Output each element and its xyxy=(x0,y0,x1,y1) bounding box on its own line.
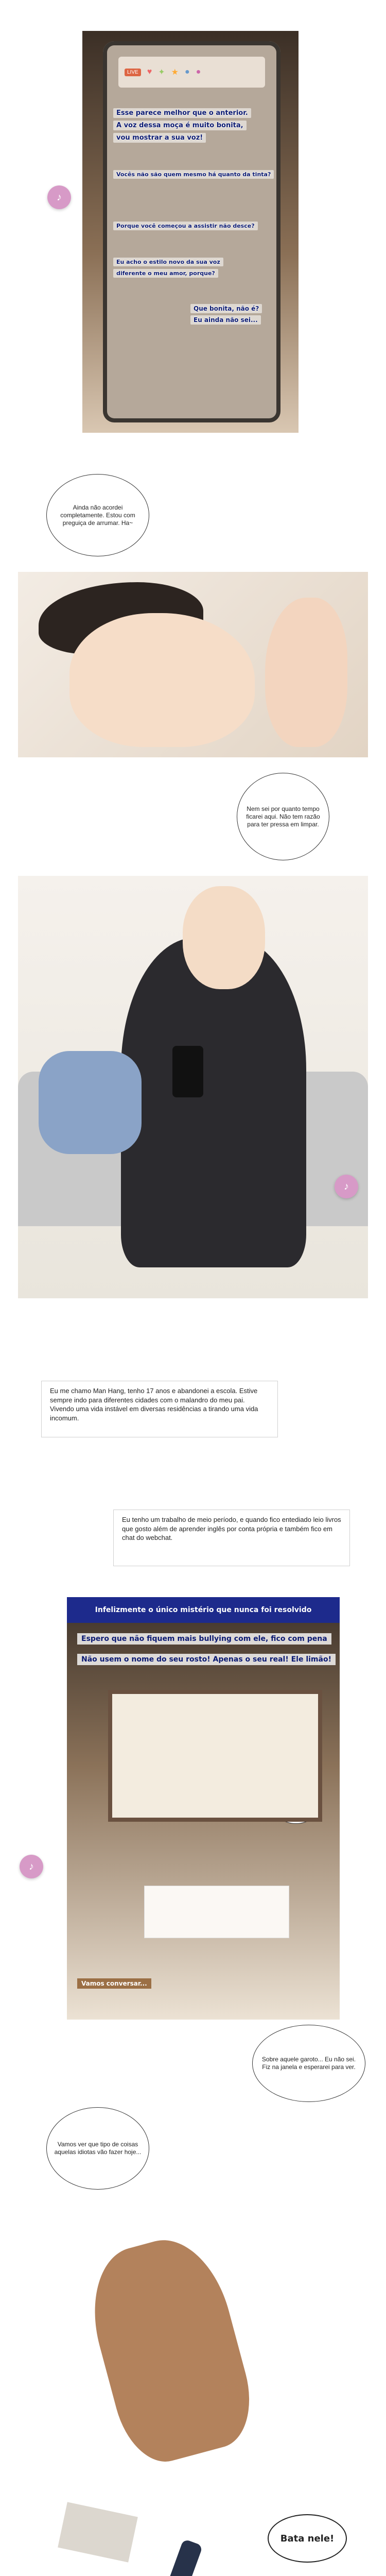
stream-title: Infelizmente o único mistério que nunca foi resolvido xyxy=(95,1606,312,1614)
panel-phone-screen xyxy=(82,31,299,433)
heart-icon[interactable]: ♥ xyxy=(147,67,152,76)
chat-line-6: Eu acho o estilo novo da sua voz xyxy=(113,258,223,266)
phone-device xyxy=(103,41,280,422)
panel-face-closeup xyxy=(18,572,368,757)
chat-icon[interactable]: ● xyxy=(184,67,190,76)
character-hand xyxy=(265,598,347,747)
backpack xyxy=(77,2228,262,2471)
chat-line-5: Porque você começou a assistir não desce? xyxy=(113,222,258,230)
caption-intro: Eu me chamo Man Hang, tenho 17 anos e abandonei a escola. Estive sempre indo para diferentes cidades com o malandro do meu pai. Vivendo uma vida instável em diversas residências a tirando uma vida incomum. xyxy=(41,1381,278,1437)
chat-line-8: Que bonita, não é? xyxy=(190,304,262,313)
caption-job: Eu tenho um trabalho de meio período, e quando fico entediado leio livros que gosto além de aprender inglês por conta própria e também fico em chat do webchat. xyxy=(113,1510,350,1566)
cushion xyxy=(39,1051,142,1154)
coffee-table xyxy=(144,1886,289,1938)
chat-line-1: Esse parece melhor que o anterior. xyxy=(113,108,251,118)
stream-live-badge: LIVE xyxy=(125,69,141,76)
phone-in-hand xyxy=(172,1046,203,1097)
panel-couch-scene xyxy=(18,876,368,1298)
chat-line-3: vou mostrar a sua voz! xyxy=(113,133,206,143)
room-window xyxy=(108,1690,322,1822)
share-side-icon[interactable]: ♪ xyxy=(20,1855,43,1878)
star-icon[interactable]: ★ xyxy=(171,68,179,77)
panel-backpack xyxy=(41,2138,329,2576)
chat-line-2: A voz dessa moça é muito bonita, xyxy=(113,121,247,130)
share-icon[interactable]: ● xyxy=(196,67,201,76)
bookmark-icon[interactable]: ♪ xyxy=(47,185,71,209)
stream-header-banner xyxy=(67,1597,340,1623)
chat-line-4: Vocês não são quem mesmo há quanto da tinta? xyxy=(113,170,274,179)
speech-bubble-not-hurry: Nem sei por quanto tempo ficarei aqui. Não tem razão para ter pressa em limpar. xyxy=(237,773,329,860)
speech-bubble-about-boy: Sobre aquele garoto... Eu não sei. Fiz na janela e esperarei para ver. xyxy=(252,2025,365,2102)
sfx-hit-him: Bata nele! xyxy=(268,2514,347,2563)
stream-line-3: Vamos conversar... xyxy=(77,1978,151,1989)
speech-bubble-wakeup: Ainda não acordei completamente. Estou com preguiça de arrumar. Ha~ xyxy=(46,474,149,556)
gift-icon[interactable]: ✦ xyxy=(158,68,165,77)
scattered-bottle xyxy=(157,2539,203,2576)
stream-line-1: Espero que não fiquem mais bullying com ele, fico com pena xyxy=(77,1633,331,1645)
character-head xyxy=(183,886,265,989)
chat-line-9: Eu ainda não sei... xyxy=(190,315,261,325)
character-face xyxy=(69,613,255,747)
panel-livestream xyxy=(67,1597,340,2020)
speech-bubble-what-they-do: Vamos ver que tipo de coisas aquelas idiotas vão fazer hoje... xyxy=(46,2107,149,2190)
chat-line-7: diferente o meu amor, porque? xyxy=(113,269,218,278)
scattered-book xyxy=(58,2502,138,2562)
phone-status-bar xyxy=(118,57,265,88)
music-icon[interactable]: ♪ xyxy=(335,1175,358,1198)
stream-line-2: Não usem o nome do seu rosto! Apenas o seu real! Ele limão! xyxy=(77,1654,336,1665)
